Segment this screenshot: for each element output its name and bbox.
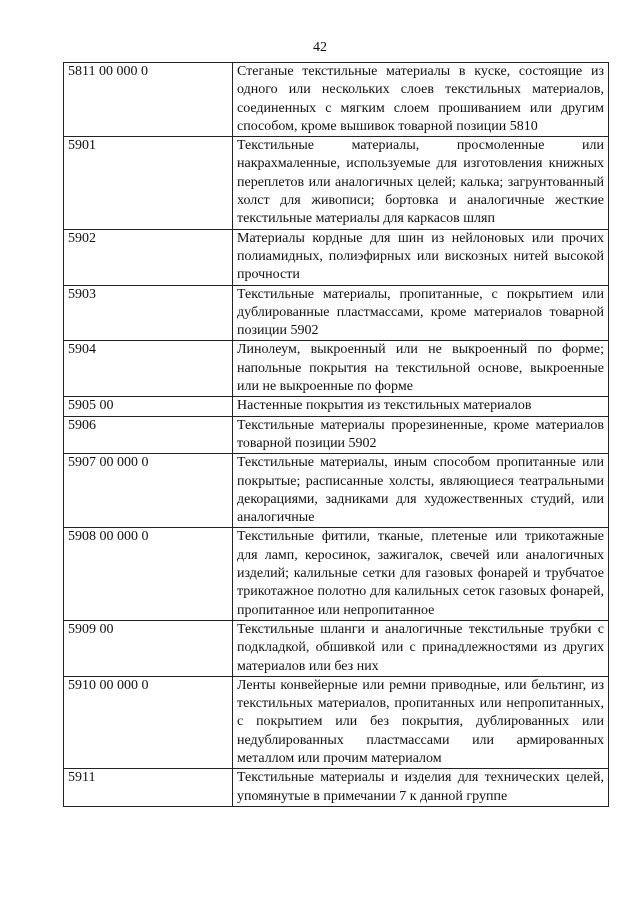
commodity-description: Текстильные шланги и аналогичные текстильные трубки с подкладкой, обшивкой или с принадлежностями из других материалов или без них bbox=[233, 620, 609, 676]
commodity-description: Текстильные материалы, пропитанные, с покрытием или дублированные пластмассами, кроме материалов товарной позиции 5902 bbox=[233, 285, 609, 341]
commodity-code: 5904 bbox=[64, 341, 233, 397]
table-row bbox=[64, 454, 609, 528]
table-row bbox=[64, 397, 609, 416]
commodity-code: 5905 00 bbox=[64, 397, 233, 416]
commodity-code: 5907 00 000 0 bbox=[64, 454, 233, 528]
commodity-code: 5902 bbox=[64, 229, 233, 285]
table-row bbox=[64, 285, 609, 341]
commodity-code: 5909 00 bbox=[64, 620, 233, 676]
commodity-description: Текстильные материалы, просмоленные или накрахмаленные, используемые для изготовления книжных переплетов или аналогичных целей; калька; загрунтованный холст для живописи; бортовка и аналогичные жесткие текстильные материалы для каркасов шляп bbox=[233, 137, 609, 229]
commodity-description: Линолеум, выкроенный или не выкроенный по форме; напольные покрытия на текстильной основе, выкроенные или не выкроенные по форме bbox=[233, 341, 609, 397]
commodity-description: Текстильные материалы прорезиненные, кроме материалов товарной позиции 5902 bbox=[233, 416, 609, 454]
table-row bbox=[64, 769, 609, 807]
table-row bbox=[64, 528, 609, 620]
commodity-code: 5901 bbox=[64, 137, 233, 229]
commodity-code: 5908 00 000 0 bbox=[64, 528, 233, 620]
table-row bbox=[64, 229, 609, 285]
table-row bbox=[64, 620, 609, 676]
tariff-table-body bbox=[64, 63, 609, 807]
table-row bbox=[64, 676, 609, 768]
commodity-description: Ленты конвейерные или ремни приводные, или бельтинг, из текстильных материалов, пропитанных или непропитанных, с покрытием или без покрытия, дублированных или недублированных пластмассами или армированных металлом или прочим материалом bbox=[233, 676, 609, 768]
commodity-description: Текстильные материалы, иным способом пропитанные или покрытые; расписанные холсты, являющиеся театральными декорациями, задниками для художественных студий, или аналогичные bbox=[233, 454, 609, 528]
commodity-code: 5906 bbox=[64, 416, 233, 454]
tariff-table bbox=[63, 62, 609, 807]
table-row bbox=[64, 137, 609, 229]
commodity-code: 5911 bbox=[64, 769, 233, 807]
commodity-code: 5910 00 000 0 bbox=[64, 676, 233, 768]
commodity-description: Настенные покрытия из текстильных материалов bbox=[233, 397, 609, 416]
page-number: 42 bbox=[313, 40, 327, 55]
commodity-description: Стеганые текстильные материалы в куске, состоящие из одного или нескольких слоев текстильных материалов, соединенных с мягким слоем прошиванием или другим способом, кроме вышивок товарной позиции 5810 bbox=[233, 63, 609, 137]
commodity-description: Материалы кордные для шин из нейлоновых или прочих полиамидных, полиэфирных или вискозных нитей высокой прочности bbox=[233, 229, 609, 285]
commodity-description: Текстильные материалы и изделия для технических целей, упомянутые в примечании 7 к данной группе bbox=[233, 769, 609, 807]
commodity-code: 5811 00 000 0 bbox=[64, 63, 233, 137]
commodity-code: 5903 bbox=[64, 285, 233, 341]
commodity-description: Текстильные фитили, тканые, плетеные или трикотажные для ламп, керосинок, зажигалок, свечей или аналогичных изделий; калильные сетки для газовых фонарей и трубчатое трикотажное полотно для калильных сеток газовых фонарей, пропитанное или непропитанное bbox=[233, 528, 609, 620]
table-row bbox=[64, 416, 609, 454]
table-row bbox=[64, 63, 609, 137]
table-row bbox=[64, 341, 609, 397]
